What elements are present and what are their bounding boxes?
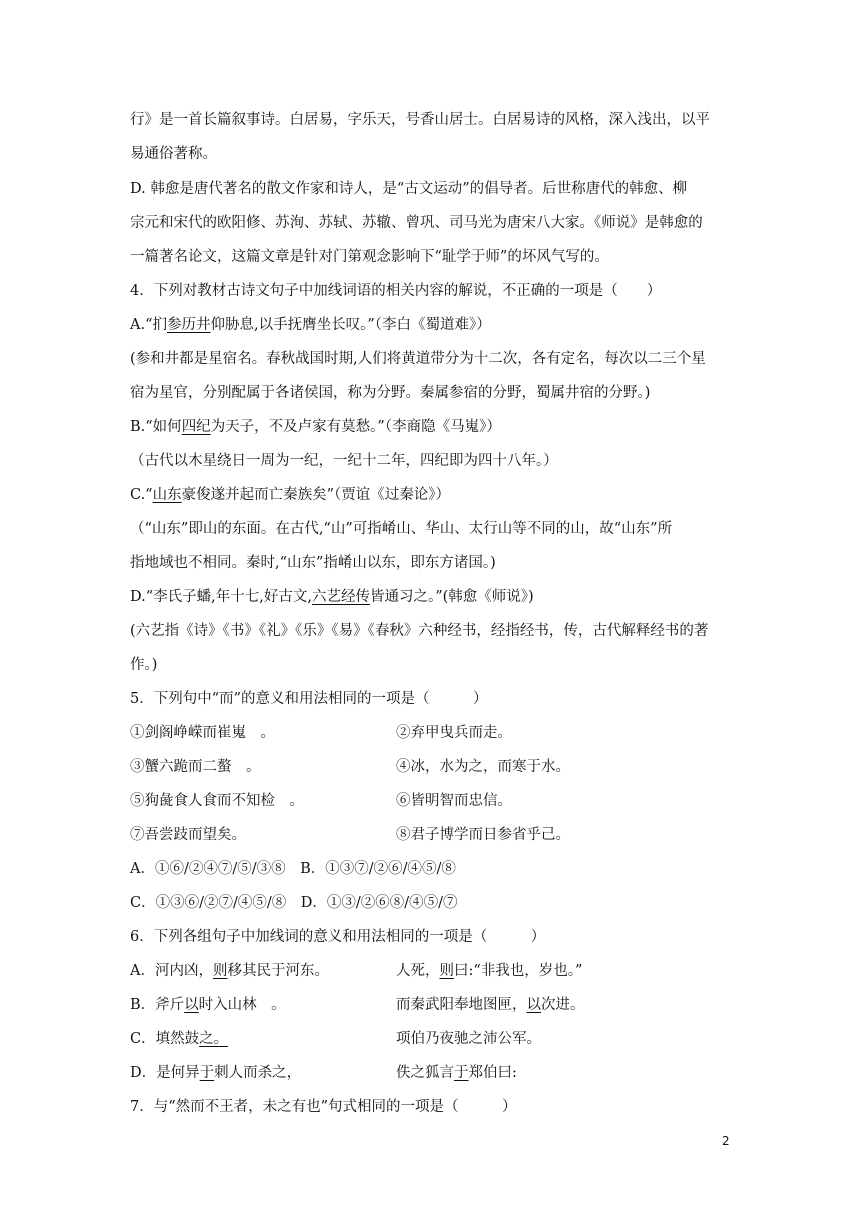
text-line: 宗元和宋代的欧阳修、苏洵、苏轼、苏辙、曾巩、司马光为唐宋八大家。《师说》是韩愈的 — [130, 215, 703, 231]
q4-b-underlined: 四纪 — [181, 419, 211, 435]
q6-text: D．是何异 — [130, 1065, 200, 1081]
q6-text: 郑伯曰: — [468, 1065, 517, 1081]
question-6-stem: 6．下列各组句子中加线词的意义和用法相同的一项是（ ） — [130, 929, 546, 945]
q6-text: 时入山林 。 — [198, 997, 286, 1013]
q6-underlined: 之。 — [199, 1031, 229, 1047]
q4-c-underlined: 山东 — [152, 487, 182, 503]
q4-d-note: 作。) — [130, 657, 158, 673]
q4-a-note: 宿为星官，分别配属于各诸侯国，称为分野。秦属参宿的分野，蜀属井宿的分野。) — [130, 385, 651, 401]
q4-option-c — [130, 485, 730, 505]
q4-b-note: （古代以木星绕日一周为一纪，一纪十二年，四纪即为四十八年。） — [130, 453, 558, 469]
q5-item: ①剑阁峥嵘而崔嵬 。 — [130, 725, 275, 741]
q5-item: ⑧君子博学而日参省乎己。 — [396, 827, 570, 843]
q5-item: ②弃甲曳兵而走。 — [396, 725, 512, 741]
q6-text: 曰:“非我也，岁也。” — [454, 963, 583, 979]
text-line: 一篇著名论文，这篇文章是针对门第观念影响下“耻学于师”的坏风气写的。 — [130, 249, 609, 265]
q4-c-suffix: 豪俊遂并起而亡秦族矣”（贾谊《过秦论》） — [181, 487, 451, 503]
question-4-stem: 4．下列对教材古诗文句子中加线词语的相关内容的解说，不正确的一项是（ ） — [130, 283, 662, 299]
q5-options: A．①⑥/②④⑦/⑤/③⑧ B．①③⑦/②⑥/④⑤/⑧ — [130, 861, 456, 877]
q6-underlined: 以 — [526, 997, 541, 1013]
page-number: 2 — [722, 1134, 730, 1148]
q4-c-note: （“山东”即山的东面。在古代,“山”可指崤山、华山、太行山等不同的山，故“山东”所 — [130, 521, 673, 537]
q6-text: 刺人而杀之， — [214, 1065, 302, 1081]
q6-underlined: 则 — [439, 963, 454, 979]
q6-text: 佚之狐言 — [396, 1065, 454, 1081]
q6-option-b-right — [396, 995, 585, 1015]
q4-a-prefix: A.“扪 — [130, 317, 167, 333]
q4-d-suffix: 皆通习之。”(韩愈《师说》) — [369, 589, 534, 605]
q4-c-prefix: C.“ — [130, 487, 153, 503]
question-7-stem: 7．与“然而不王者，未之有也”句式相同的一项是（ ） — [130, 1099, 517, 1115]
q4-d-underlined: 六艺经传 — [311, 589, 370, 605]
q4-b-suffix: 为天子，不及卢家有莫愁。”（李商隐《马嵬》） — [210, 419, 501, 435]
q6-text: A．河内凶， — [130, 963, 213, 979]
q6-text: 次进。 — [541, 997, 585, 1013]
q4-a-underlined: 参历井 — [167, 317, 211, 333]
text-line: D. 韩愈是唐代著名的散文作家和诗人，是“古文运动”的倡导者。后世称唐代的韩愈、柳 — [130, 181, 688, 197]
q5-item: ④冰，水为之，而寒于水。 — [396, 759, 570, 775]
q4-option-b — [130, 417, 730, 437]
q6-option-c-right: 项伯乃夜驰之沛公军。 — [396, 1031, 541, 1047]
q6-underlined: 则 — [212, 963, 228, 979]
q6-text: C．填然鼓 — [130, 1031, 200, 1047]
q5-item: ⑥皆明智而忠信。 — [396, 793, 512, 809]
q6-underlined: 于 — [454, 1065, 469, 1081]
text-line: 易通俗著称。 — [130, 146, 217, 162]
q4-a-suffix: 仰胁息,以手抚膺坐长叹。”（李白《蜀道难》） — [210, 317, 491, 333]
q6-underlined: 以 — [184, 997, 199, 1013]
q4-c-note: 指地域也不相同。秦时,“山东”指崤山以东，即东方诸国。) — [130, 555, 496, 571]
q6-text: 移其民于河东。 — [227, 963, 329, 979]
q6-text: B．斧斤 — [130, 997, 185, 1013]
q5-item: ③蟹六跪而二螯 。 — [130, 759, 261, 775]
text-line: 行》是一首长篇叙事诗。白居易，字乐天，号香山居士。白居易诗的风格，深入浅出，以平 — [130, 112, 710, 128]
q4-d-prefix: D.“李氏子蟠,年十七,好古文, — [130, 589, 312, 605]
q5-item: ⑤狗彘食人食而不知检 。 — [130, 793, 304, 809]
q4-option-d — [130, 587, 730, 607]
q4-a-note: (参和井都是星宿名。春秋战国时期,人们将黄道带分为十二次，各有定名，每次以二三个星 — [130, 351, 706, 367]
q5-options: C．①③⑥/②⑦/④⑤/⑧ D．①③/②⑥⑧/④⑤/⑦ — [130, 895, 458, 911]
q5-item: ⑦吾尝跂而望矣。 — [130, 827, 246, 843]
q4-d-note: (六艺指《诗》《书》《礼》《乐》《易》《春秋》六种经书，经指经书，传，古代解释经书的著 — [130, 623, 709, 639]
q4-b-prefix: B.“如何 — [130, 419, 182, 435]
q6-text: 而秦武阳奉地图匣， — [396, 997, 527, 1013]
question-5-stem: 5．下列句中“而”的意义和用法相同的一项是（ ） — [130, 691, 488, 707]
q4-option-a — [130, 315, 730, 335]
q6-underlined: 于 — [199, 1065, 215, 1081]
q6-text: 人死， — [396, 963, 440, 979]
q6-option-a-right — [396, 961, 582, 981]
q6-option-d-right — [396, 1063, 517, 1083]
